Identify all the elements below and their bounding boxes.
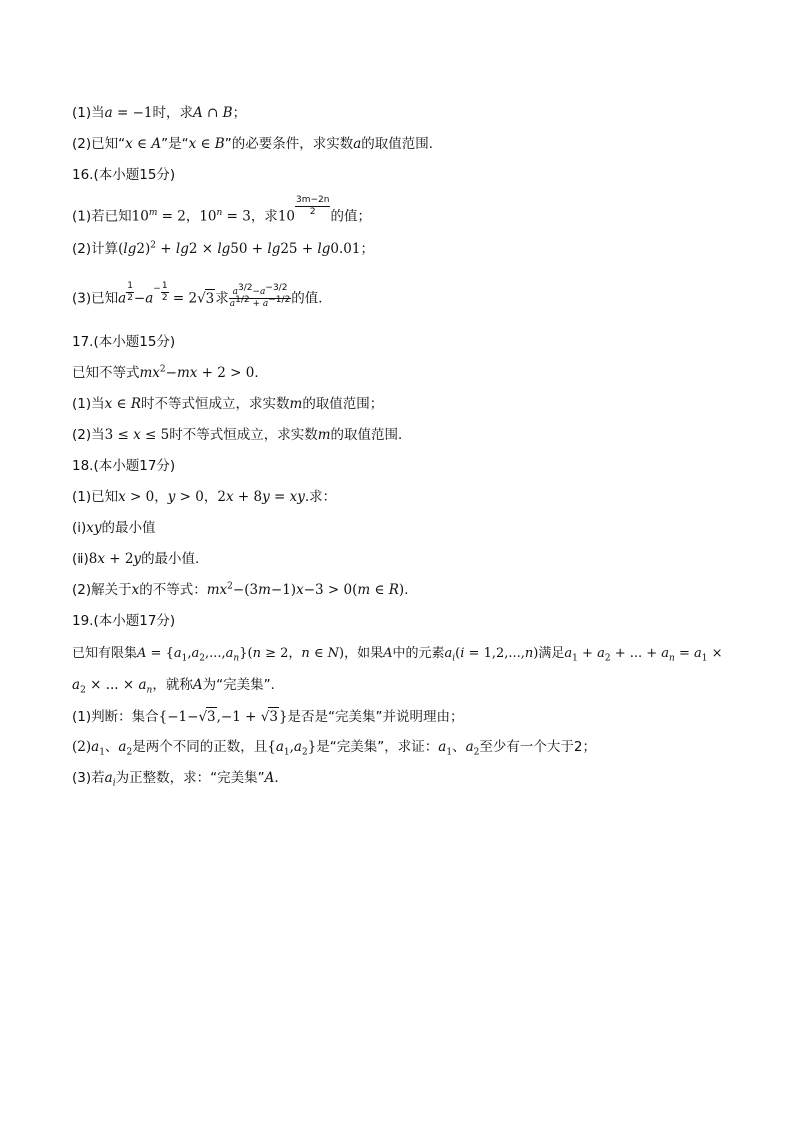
line-17-1: (1)当x ∈ R时不等式恒成立，求实数m的取值范围； xyxy=(72,396,384,412)
line-19-0a: 已知有限集$A = \{a_1,a_2,...,a_n\}(n \ge 2$，n ∈ N)，如果A中的元素$a_i(i = 1,2,...,n)$满足$a_1 + a_2$ + ... + $a_n = a_1$ × xyxy=(72,646,723,664)
line-19-0b: $a_2$ × ... × $a_n$，就称A为“完美集”． xyxy=(72,677,285,696)
line-15-1: (1)当a = −1时，求A ∩ B； xyxy=(72,105,247,121)
question-19-heading: 19.(本小题17分) xyxy=(72,613,176,629)
line-19-3: (3)若$a_i$为正整数，求：“完美集”A. xyxy=(72,770,279,789)
question-18-heading: 18.(本小题17分) xyxy=(72,458,176,474)
line-18-1: (1)已知x > 0，y > 0，2x + 8y = xy.求： xyxy=(72,489,337,505)
line-19-2: $(2)a_1$、$a_2$是两个不同的正数，且$\{a_1,a_2\}$是“完美集”，求证：$a_1$、$a_2$至少有一个大于2； xyxy=(72,739,596,758)
line-16-2: (2)计算$(\lg 2)^2 + \lg 2 \times \lg 50 + \lg 25 + \lg 0.01$； xyxy=(72,240,374,257)
line-18-1-i: (ⅰ)xy的最小值 xyxy=(72,520,156,536)
question-16-heading: 16.(本小题15分) xyxy=(72,167,176,183)
line-18-1-ii: (ⅱ)8x + 2y的最小值． xyxy=(72,551,209,567)
line-18-2: (2)解关于x的不等式：$mx^2-(3m-1)x-3 > 0(m$ ∈ R)． xyxy=(72,581,418,598)
line-16-3: (3)已知a $^{\frac{1}{2}}$ −a− $^{\frac{1}{2}}$ = 2√3求 $\frac{a^{3/2}-a^{-3/2}}{a^{1/2} + a^{-1/2}}$ 的值． xyxy=(72,281,332,309)
line-15-2: (2)已知“x ∈ A”是“x ∈ B”的必要条件，求实数a的取值范围． xyxy=(72,136,443,152)
question-17-heading: 17.(本小题15分) xyxy=(72,334,176,350)
line-19-1: (1)判断：集合{−1−√3,−1 + √3}是否是“完美集”并说明理由； xyxy=(72,709,464,725)
line-17-2: (2)当3 ≤ x ≤ 5时不等式恒成立，求实数m的取值范围． xyxy=(72,427,412,443)
line-17-0: 已知不等式$mx^2-mx + 2 > 0$． xyxy=(72,364,268,381)
line-16-1: (1)若已知$10^m = 2$，$10^n = 3$，求10 $\frac{3m-2n}{2}$ 的值； xyxy=(72,195,371,225)
